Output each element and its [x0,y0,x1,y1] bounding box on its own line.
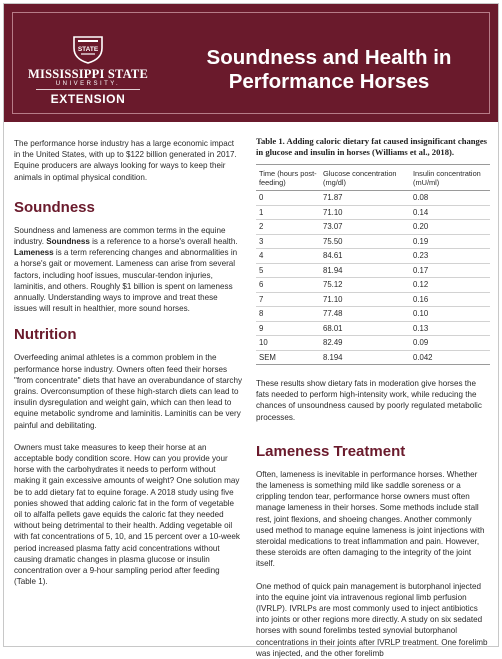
org-sub: UNIVERSITY. [55,81,121,87]
table-body [256,191,490,365]
left-column [14,138,242,588]
table-cell-time: 4 [256,249,320,264]
table-cell-time: 7 [256,292,320,307]
logo-divider [36,89,140,90]
soundness-text-a: Soundness and lameness are common terms in the equine industry. [14,225,226,247]
table-cell-time: 9 [256,321,320,336]
table-row [256,191,490,206]
right-column [256,136,490,659]
nutrition-paragraph-1: Overfeeding animal athletes is a common problem in the performance horse industry. Owners often feed their horses "from concentrate" diets that have an overabundance of starchy grains. Overconsumption of these high-starch diets can lead to insulin dysregulation and weight gain, which can then lead to equine metabolic syndrome and laminitis. Laminitis can be very painful and debilitating. [14,353,243,430]
table-cell-time: 10 [256,336,320,351]
intro-paragraph: The performance horse industry has a large economic impact in the United States, with up to $122 billion generated in 2017. Equine producers are always looking for ways to keep their animals in optimal physical condition. [14,139,237,182]
table-row [256,292,490,307]
table-header-insulin: Insulin concentration (mU/ml) [410,165,490,191]
header-banner [4,4,498,122]
table-cell-insulin: 0.23 [410,249,490,264]
table-row [256,278,490,293]
lameness-paragraph-1: Often, lameness is inevitable in performance horses. Whether the lameness is something mild like saddle soreness or a crippling tendon tear, performance horse owners must often manage lameness in their horses. Some methods include stall rest, joint flexions, and shoeing changes. Another commonly used method to manage equine lameness is joint injections with steroidal medications to treat inflammation and pain. However, these steroids are often damaging to the integrity of the joint itself. [256,469,485,569]
table-cell-time: 6 [256,278,320,293]
table-row [256,350,490,365]
table-cell-glucose: 8.194 [323,352,343,362]
table-cell-glucose: 71.87 [320,191,410,206]
table-cell-insulin: 0.08 [410,191,490,206]
table-cell-insulin: 0.19 [410,234,490,249]
table-row [256,249,490,264]
table-row [256,220,490,235]
soundness-heading: Soundness [14,198,95,216]
title-line-1: Soundness and Health in [206,46,452,69]
soundness-term: Soundness [46,237,90,247]
nutrition-paragraph-2: Owners must take measures to keep their horse at an acceptable body condition score. How can you provide your horse with the carbohydrates it needs to perform without making it gain excessive amounts of weight? One solution may be to add dietary fat to equine forage. A 2018 study using five ponies showed that adding caloric fat in the form of vegetable oil to alfalfa pellets gave equids the caloric fat they needed without being detrimental to their health. Adding vegetable oil with fat concentrations of 5, 10, and 15 percent over a 10-week period increased plasma fatty acid concentrations without causing dramatic changes in plasma glucose or insulin concentration over a 9-hour sampling period after feeding (Table 1). [14,442,240,587]
lameness-term: Lameness [14,248,54,258]
soundness-text-c: is a term referencing changes and abnormalities in a horse's gait or movement. Lameness can arise from several factors, including hoof issues, muscular-tendon injuries, laminitis, and others. Roughly $1 billion is spent on lameness annually. Understanding ways to improve and treat these issues will result in healthier, more sound horses. [14,248,238,314]
table-row [256,263,490,278]
table-cell-glucose: 75.12 [320,278,410,293]
table-cell-time: 8 [256,307,320,322]
table-header-glucose: Glucose concentration (mg/dl) [320,165,410,191]
results-paragraph: These results show dietary fats in moderation give horses the fats needed to perform high-intensity work, while reducing the chances of unsoundness caused by poorly regulated metabolic processes. [256,379,482,422]
table-cell-time: 5 [256,263,320,278]
table-cell-insulin: 0.10 [410,307,490,322]
table-cell-insulin: 0.13 [410,321,490,336]
soundness-paragraph [14,225,242,315]
table-row [256,234,490,249]
shield-icon [72,34,104,64]
nutrition-heading: Nutrition [14,326,77,344]
table-cell-glucose: 71.10 [320,292,410,307]
table-cell-time: 0 [256,191,320,206]
table-cell-time: 3 [256,234,320,249]
table-cell-glucose: 75.50 [320,234,410,249]
table-cell-insulin: 0.14 [410,205,490,220]
table-row [256,307,490,322]
table-cell-glucose: 68.01 [320,321,410,336]
table-cell-insulin: 0.12 [410,278,490,293]
shield-text: STATE [77,46,99,53]
table-cell-insulin: 0.042 [413,352,433,362]
table-cell-glucose: 77.48 [320,307,410,322]
table-row [256,336,490,351]
table-cell-insulin: 0.17 [410,263,490,278]
table-cell-glucose: 73.07 [320,220,410,235]
table-cell-glucose: 84.61 [320,249,410,264]
title-line-2: Performance Horses [228,70,430,93]
table-cell-glucose: 81.94 [320,263,410,278]
table-cell-time: 1 [256,205,320,220]
msu-extension-logo [22,34,154,122]
table-cell-insulin: 0.09 [410,336,490,351]
org-name: MISSISSIPPI STATE [28,67,148,81]
table-header-row [256,165,490,191]
table-row [256,321,490,336]
table-caption: Table 1. Adding caloric dietary fat caused insignificant changes in glucose and insulin in horses (Williams et al., 2018). [256,136,488,157]
table-cell-glucose: 82.49 [320,336,410,351]
division-name: EXTENSION [50,92,126,106]
table-cell-glucose: 71.10 [320,205,410,220]
table-cell-insulin: 0.16 [410,292,490,307]
soundness-text-b: is a reference to a horse's overall health. [89,237,238,247]
page-title [174,46,484,94]
table-row [256,205,490,220]
table-header-time: Time (hours post-feeding) [256,165,320,191]
glucose-insulin-table [256,164,490,365]
table-cell-time: 2 [256,220,320,235]
lameness-heading: Lameness Treatment [256,442,406,460]
lameness-paragraph-2: One method of quick pain management is butorphanol injected into the equine joint via intravenous regional limb perfusion (IVRLP). IVRLPs are most commonly used to inject antibiotics into joints or other regions more directly. A study on six sedated horses with sound forelimbs tested synovial butorphanol concentrations in their joints after IVRLP treatment. One forelimb was injected, and the other forelimb [256,581,488,658]
table-cell-insulin: 0.20 [410,220,490,235]
table-cell-time: SEM [259,352,276,362]
